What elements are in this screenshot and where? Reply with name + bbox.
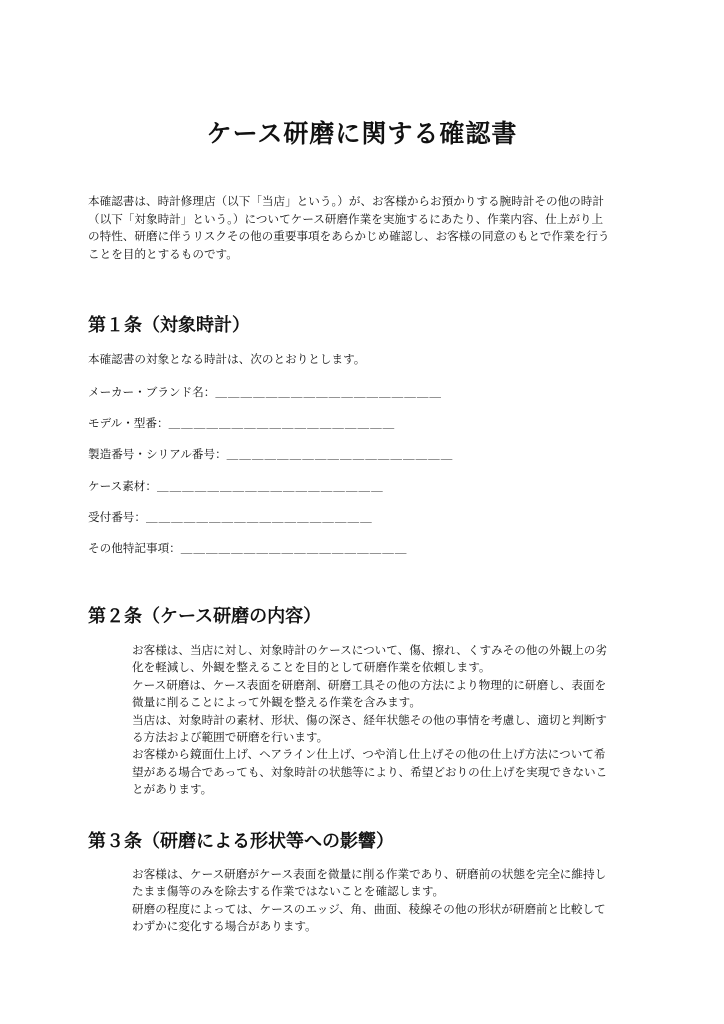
field-serial-number bbox=[88, 446, 453, 463]
intro-line: （以下「対象時計」という。）についてケース研磨作業を実施するにあたり、作業内容、仕上がり上 bbox=[88, 211, 604, 226]
field-blank: ＿＿＿＿＿＿＿＿＿＿＿＿＿＿＿＿＿＿ bbox=[215, 385, 443, 399]
field-model-number bbox=[88, 415, 395, 432]
field-label: ケース素材： bbox=[88, 479, 157, 493]
article2-body bbox=[132, 642, 632, 799]
intro-paragraph bbox=[88, 193, 644, 263]
field-label: その他特記事項： bbox=[88, 541, 181, 555]
field-blank: ＿＿＿＿＿＿＿＿＿＿＿＿＿＿＿＿＿＿ bbox=[168, 416, 396, 430]
field-receipt-number bbox=[88, 509, 373, 526]
article1-lead: 本確認書の対象となる時計は、次のとおりとします。 bbox=[88, 352, 366, 366]
article2-line: 化を軽減し、外観を整えることを目的として研磨作業を依頼します。 bbox=[132, 660, 491, 675]
field-special-notes bbox=[88, 540, 407, 557]
article2-line: お客様は、当店に対し、対象時計のケースについて、傷、擦れ、くすみその他の外観上の劣 bbox=[132, 643, 607, 657]
field-blank: ＿＿＿＿＿＿＿＿＿＿＿＿＿＿＿＿＿＿ bbox=[156, 479, 384, 493]
article3-line: たまま傷等のみを除去する作業ではないことを確認します。 bbox=[132, 884, 445, 899]
article2-line: 微量に削ることによって外観を整える作業を含みます。 bbox=[132, 695, 421, 710]
article2-line: とがあります。 bbox=[132, 782, 213, 797]
article3-line: わずかに変化する場合があります。 bbox=[132, 919, 317, 934]
intro-line: 本確認書は、時計修理店（以下「当店」という。）が、お客様からお預かりする腕時計その他の時計 bbox=[88, 194, 604, 208]
field-blank: ＿＿＿＿＿＿＿＿＿＿＿＿＿＿＿＿＿＿ bbox=[145, 510, 373, 524]
article2-line: 当店は、対象時計の素材、形状、傷の深さ、経年状態その他の事情を考慮し、適切と判断す bbox=[132, 712, 607, 727]
article2-line: 望がある場合であっても、対象時計の状態等により、希望どおりの仕上げを実現できないこ bbox=[132, 764, 608, 779]
article3-body bbox=[132, 866, 632, 936]
field-maker-brand bbox=[88, 384, 442, 401]
field-label: モデル・型番： bbox=[88, 416, 169, 430]
field-label: メーカー・ブランド名： bbox=[88, 385, 216, 399]
article3-line: お客様は、ケース研磨がケース表面を微量に削る作業であり、研磨前の状態を完全に維持し bbox=[132, 867, 607, 881]
article3-line: 研磨の程度によっては、ケースのエッジ、角、曲面、稜線その他の形状が研磨前と比較して bbox=[132, 901, 606, 916]
article2-line: ケース研磨は、ケース表面を研磨剤、研磨工具その他の方法により物理的に研磨し、表面を bbox=[132, 677, 607, 692]
field-blank: ＿＿＿＿＿＿＿＿＿＿＿＿＿＿＿＿＿＿ bbox=[226, 447, 454, 461]
field-case-material bbox=[88, 478, 384, 495]
article2-line: お客様から鏡面仕上げ、ヘアライン仕上げ、つや消し仕上げその他の仕上げ方法について希 bbox=[132, 747, 606, 762]
article3-heading: 第３条（研磨による形状等への影響） bbox=[88, 831, 394, 852]
intro-line: ことを目的とするものです。 bbox=[88, 246, 238, 261]
field-blank: ＿＿＿＿＿＿＿＿＿＿＿＿＿＿＿＿＿＿ bbox=[180, 541, 408, 555]
article1-heading: 第１条（対象時計） bbox=[88, 315, 250, 336]
article2-heading: 第２条（ケース研磨の内容） bbox=[88, 606, 322, 627]
field-label: 製造番号・シリアル番号： bbox=[88, 447, 227, 461]
field-label: 受付番号： bbox=[88, 510, 146, 524]
article2-line: る方法および範囲で研磨を行います。 bbox=[132, 730, 329, 745]
intro-line: の特性、研磨に伴うリスクその他の重要事項をあらかじめ確認し、お客様の同意のもとで作業を行う bbox=[88, 229, 610, 243]
document-title: ケース研磨に関する確認書 bbox=[206, 119, 518, 148]
